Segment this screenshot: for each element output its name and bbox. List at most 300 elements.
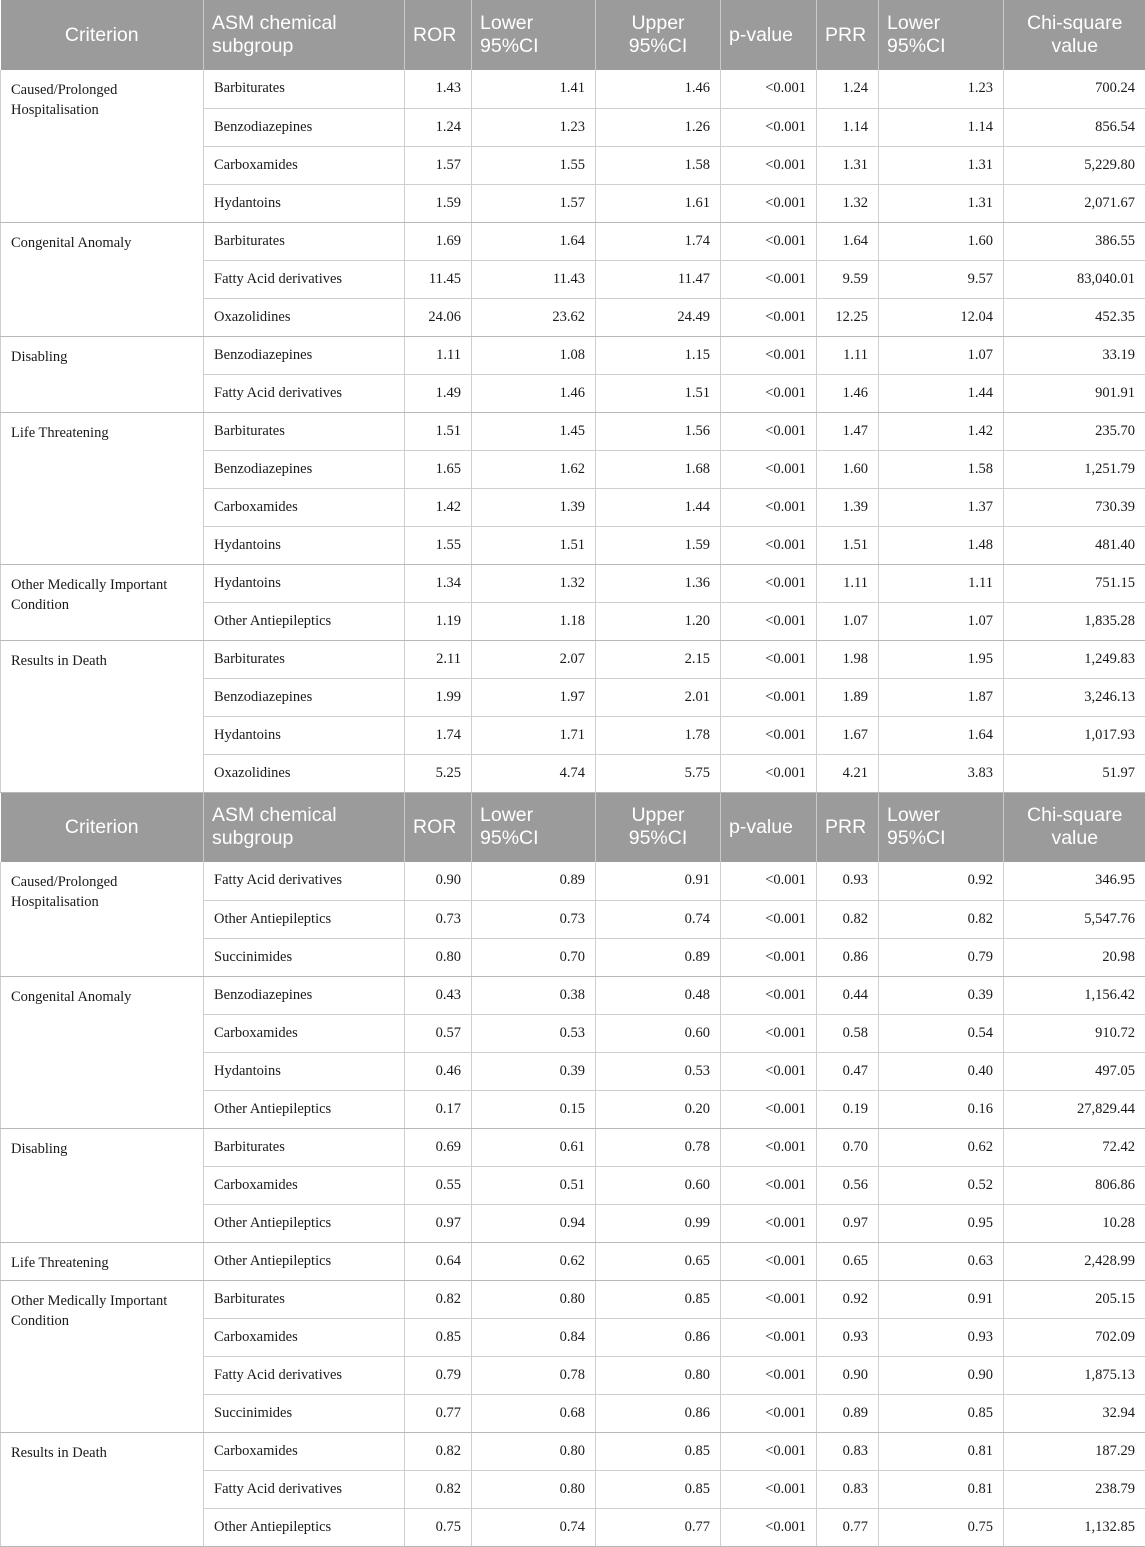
chi-square-cell: 10.28	[1004, 1204, 1145, 1242]
p-value-cell: <0.001	[721, 1432, 817, 1470]
subgroup-cell: Oxazolidines	[204, 754, 405, 792]
lower-ci-cell: 1.08	[472, 336, 596, 374]
prr-cell: 1.11	[817, 336, 879, 374]
p-value-cell: <0.001	[721, 862, 817, 900]
prr-cell: 1.24	[817, 70, 879, 108]
upper-ci-cell: 1.20	[596, 602, 721, 640]
criterion-cell: Results in Death	[1, 1432, 204, 1546]
chi-square-cell: 856.54	[1004, 108, 1145, 146]
prr-lower-ci-cell: 1.44	[879, 374, 1004, 412]
ror-cell: 0.73	[405, 900, 472, 938]
prr-lower-ci-cell: 12.04	[879, 298, 1004, 336]
subgroup-cell: Oxazolidines	[204, 298, 405, 336]
subgroup-cell: Fatty Acid derivatives	[204, 1470, 405, 1508]
subgroup-cell: Other Antiepileptics	[204, 900, 405, 938]
lower-ci-cell: 1.64	[472, 222, 596, 260]
upper-ci-cell: 0.77	[596, 1508, 721, 1546]
lower-ci-cell: 0.89	[472, 862, 596, 900]
chi-square-cell: 51.97	[1004, 754, 1145, 792]
prr-cell: 1.60	[817, 450, 879, 488]
prr-cell: 0.83	[817, 1432, 879, 1470]
prr-lower-ci-cell: 0.63	[879, 1242, 1004, 1280]
chi-square-cell: 806.86	[1004, 1166, 1145, 1204]
p-value-cell: <0.001	[721, 298, 817, 336]
upper-ci-cell: 2.15	[596, 640, 721, 678]
p-value-cell: <0.001	[721, 976, 817, 1014]
upper-ci-cell: 1.15	[596, 336, 721, 374]
table-row	[1, 640, 1145, 678]
chi-square-cell: 1,251.79	[1004, 450, 1145, 488]
subgroup-cell: Other Antiepileptics	[204, 1508, 405, 1546]
chi-square-header: Chi-square value	[1004, 0, 1145, 70]
upper-ci-cell: 0.20	[596, 1090, 721, 1128]
chi-square-cell: 702.09	[1004, 1318, 1145, 1356]
lower-ci-cell: 0.80	[472, 1470, 596, 1508]
prr-cell: 1.14	[817, 108, 879, 146]
ror-cell: 2.11	[405, 640, 472, 678]
upper-ci-cell: 0.53	[596, 1052, 721, 1090]
upper-ci-cell: 1.26	[596, 108, 721, 146]
lower-ci-cell: 0.15	[472, 1090, 596, 1128]
subgroup-cell: Barbiturates	[204, 222, 405, 260]
subgroup-cell: Fatty Acid derivatives	[204, 260, 405, 298]
ror-cell: 1.34	[405, 564, 472, 602]
prr-cell: 1.51	[817, 526, 879, 564]
prr-cell: 0.92	[817, 1280, 879, 1318]
lower-ci-header: Lower 95%CI	[472, 0, 596, 70]
lower-ci-cell: 1.41	[472, 70, 596, 108]
lower-ci-cell: 1.51	[472, 526, 596, 564]
prr-lower-ci-cell: 1.58	[879, 450, 1004, 488]
prr-cell: 1.39	[817, 488, 879, 526]
lower-ci-cell: 0.51	[472, 1166, 596, 1204]
prr-cell: 1.98	[817, 640, 879, 678]
upper-ci-cell: 0.48	[596, 976, 721, 1014]
chi-square-cell: 901.91	[1004, 374, 1145, 412]
lower-ci-cell: 0.68	[472, 1394, 596, 1432]
prr-cell: 0.89	[817, 1394, 879, 1432]
ror-cell: 1.42	[405, 488, 472, 526]
ror-cell: 0.97	[405, 1204, 472, 1242]
ror-cell: 1.59	[405, 184, 472, 222]
ror-cell: 0.82	[405, 1280, 472, 1318]
prr-lower-ci-cell: 0.81	[879, 1432, 1004, 1470]
prr-cell: 0.19	[817, 1090, 879, 1128]
chi-square-cell: 2,071.67	[1004, 184, 1145, 222]
upper-ci-cell: 2.01	[596, 678, 721, 716]
p-value-cell: <0.001	[721, 222, 817, 260]
lower-ci-cell: 1.39	[472, 488, 596, 526]
prr-lower-ci-cell: 1.11	[879, 564, 1004, 602]
ror-header: ROR	[405, 792, 472, 862]
criterion-cell: Disabling	[1, 1128, 204, 1242]
subgroup-cell: Fatty Acid derivatives	[204, 374, 405, 412]
upper-ci-cell: 0.99	[596, 1204, 721, 1242]
table-row	[1, 336, 1145, 374]
prr-cell: 1.47	[817, 412, 879, 450]
prr-lower-ci-cell: 0.62	[879, 1128, 1004, 1166]
ror-cell: 1.51	[405, 412, 472, 450]
chi-square-cell: 386.55	[1004, 222, 1145, 260]
subgroup-cell: Hydantoins	[204, 184, 405, 222]
upper-ci-header: Upper 95%CI	[596, 792, 721, 862]
p-value-cell: <0.001	[721, 564, 817, 602]
lower-ci-cell: 1.32	[472, 564, 596, 602]
ror-cell: 24.06	[405, 298, 472, 336]
upper-ci-cell: 0.86	[596, 1394, 721, 1432]
prr-lower-ci-cell: 0.81	[879, 1470, 1004, 1508]
chi-square-cell: 83,040.01	[1004, 260, 1145, 298]
header-row	[1, 0, 1145, 70]
prr-cell: 0.86	[817, 938, 879, 976]
ror-cell: 0.69	[405, 1128, 472, 1166]
lower-ci-cell: 1.97	[472, 678, 596, 716]
prr-cell: 0.47	[817, 1052, 879, 1090]
p-value-cell: <0.001	[721, 526, 817, 564]
prr-lower-ci-cell: 1.31	[879, 184, 1004, 222]
ror-cell: 1.43	[405, 70, 472, 108]
upper-ci-cell: 1.44	[596, 488, 721, 526]
prr-lower-ci-cell: 1.95	[879, 640, 1004, 678]
chi-square-cell: 1,249.83	[1004, 640, 1145, 678]
chi-square-cell: 1,156.42	[1004, 976, 1145, 1014]
prr-lower-ci-cell: 0.85	[879, 1394, 1004, 1432]
subgroup-cell: Other Antiepileptics	[204, 1090, 405, 1128]
prr-lower-ci-cell: 0.39	[879, 976, 1004, 1014]
subgroup-cell: Hydantoins	[204, 526, 405, 564]
lower-ci-cell: 0.61	[472, 1128, 596, 1166]
subgroup-header: ASM chemical subgroup	[204, 0, 405, 70]
prr-cell: 0.83	[817, 1470, 879, 1508]
ror-cell: 0.82	[405, 1470, 472, 1508]
prr-lower-ci-cell: 0.54	[879, 1014, 1004, 1052]
prr-lower-ci-cell: 0.82	[879, 900, 1004, 938]
subgroup-cell: Benzodiazepines	[204, 678, 405, 716]
p-value-cell: <0.001	[721, 1052, 817, 1090]
table-row	[1, 70, 1145, 108]
p-value-cell: <0.001	[721, 1128, 817, 1166]
upper-ci-cell: 1.68	[596, 450, 721, 488]
p-value-cell: <0.001	[721, 754, 817, 792]
prr-lower-ci-cell: 1.60	[879, 222, 1004, 260]
criterion-header: Criterion	[1, 0, 204, 70]
subgroup-cell: Fatty Acid derivatives	[204, 1356, 405, 1394]
ror-cell: 11.45	[405, 260, 472, 298]
chi-square-cell: 730.39	[1004, 488, 1145, 526]
ror-cell: 0.85	[405, 1318, 472, 1356]
upper-ci-cell: 0.80	[596, 1356, 721, 1394]
upper-ci-cell: 0.78	[596, 1128, 721, 1166]
lower-ci-cell: 1.18	[472, 602, 596, 640]
prr-lower-ci-cell: 0.75	[879, 1508, 1004, 1546]
prr-lower-ci-cell: 1.48	[879, 526, 1004, 564]
ror-cell: 0.55	[405, 1166, 472, 1204]
p-value-cell: <0.001	[721, 1090, 817, 1128]
chi-square-cell: 20.98	[1004, 938, 1145, 976]
lower-ci-cell: 2.07	[472, 640, 596, 678]
prr-lower-ci-cell: 0.91	[879, 1280, 1004, 1318]
lower-ci-cell: 0.70	[472, 938, 596, 976]
prr-cell: 0.93	[817, 862, 879, 900]
table-row	[1, 222, 1145, 260]
chi-square-cell: 452.35	[1004, 298, 1145, 336]
table-row	[1, 862, 1145, 900]
table-row	[1, 1128, 1145, 1166]
subgroup-cell: Hydantoins	[204, 1052, 405, 1090]
p-value-cell: <0.001	[721, 716, 817, 754]
p-value-cell: <0.001	[721, 1280, 817, 1318]
subgroup-cell: Other Antiepileptics	[204, 602, 405, 640]
prr-cell: 0.65	[817, 1242, 879, 1280]
upper-ci-header: Upper 95%CI	[596, 0, 721, 70]
ror-cell: 0.43	[405, 976, 472, 1014]
ror-cell: 1.24	[405, 108, 472, 146]
chi-square-cell: 751.15	[1004, 564, 1145, 602]
upper-ci-cell: 1.58	[596, 146, 721, 184]
subgroup-cell: Carboxamides	[204, 1432, 405, 1470]
upper-ci-cell: 1.56	[596, 412, 721, 450]
ror-cell: 1.55	[405, 526, 472, 564]
p-value-cell: <0.001	[721, 374, 817, 412]
subgroup-header: ASM chemical subgroup	[204, 792, 405, 862]
prr-cell: 1.46	[817, 374, 879, 412]
prr-lower-ci-cell: 9.57	[879, 260, 1004, 298]
prr-cell: 1.07	[817, 602, 879, 640]
upper-ci-cell: 1.36	[596, 564, 721, 602]
p-value-cell: <0.001	[721, 678, 817, 716]
upper-ci-cell: 1.78	[596, 716, 721, 754]
chi-square-cell: 1,132.85	[1004, 1508, 1145, 1546]
criterion-cell: Congenital Anomaly	[1, 976, 204, 1128]
subgroup-cell: Succinimides	[204, 1394, 405, 1432]
prr-cell: 1.32	[817, 184, 879, 222]
prr-lower-ci-cell: 3.83	[879, 754, 1004, 792]
lower-ci-cell: 0.39	[472, 1052, 596, 1090]
lower-ci-cell: 0.73	[472, 900, 596, 938]
prr-cell: 1.67	[817, 716, 879, 754]
chi-square-cell: 32.94	[1004, 1394, 1145, 1432]
ror-cell: 0.75	[405, 1508, 472, 1546]
prr-cell: 0.82	[817, 900, 879, 938]
p-value-cell: <0.001	[721, 1508, 817, 1546]
subgroup-cell: Barbiturates	[204, 640, 405, 678]
prr-cell: 4.21	[817, 754, 879, 792]
p-value-cell: <0.001	[721, 938, 817, 976]
lower-ci-cell: 1.45	[472, 412, 596, 450]
ror-cell: 0.80	[405, 938, 472, 976]
ror-cell: 1.99	[405, 678, 472, 716]
table-row	[1, 1242, 1145, 1280]
upper-ci-cell: 0.89	[596, 938, 721, 976]
ror-cell: 0.46	[405, 1052, 472, 1090]
lower-ci-cell: 1.55	[472, 146, 596, 184]
p-value-cell: <0.001	[721, 1242, 817, 1280]
chi-square-cell: 2,428.99	[1004, 1242, 1145, 1280]
subgroup-cell: Carboxamides	[204, 1014, 405, 1052]
subgroup-cell: Benzodiazepines	[204, 976, 405, 1014]
lower-ci-cell: 1.46	[472, 374, 596, 412]
subgroup-cell: Other Antiepileptics	[204, 1204, 405, 1242]
criterion-cell: Caused/Prolonged Hospitalisation	[1, 862, 204, 976]
subgroup-cell: Carboxamides	[204, 1318, 405, 1356]
subgroup-cell: Other Antiepileptics	[204, 1242, 405, 1280]
ror-cell: 1.74	[405, 716, 472, 754]
prr-lower-ci-header: Lower 95%CI	[879, 792, 1004, 862]
upper-ci-cell: 1.74	[596, 222, 721, 260]
ror-cell: 0.90	[405, 862, 472, 900]
prr-lower-ci-cell: 0.90	[879, 1356, 1004, 1394]
chi-square-cell: 72.42	[1004, 1128, 1145, 1166]
subgroup-cell: Benzodiazepines	[204, 450, 405, 488]
prr-cell: 0.56	[817, 1166, 879, 1204]
p-value-cell: <0.001	[721, 1356, 817, 1394]
prr-lower-ci-cell: 1.14	[879, 108, 1004, 146]
ror-cell: 0.64	[405, 1242, 472, 1280]
lower-ci-cell: 0.74	[472, 1508, 596, 1546]
upper-ci-cell: 0.85	[596, 1280, 721, 1318]
lower-ci-cell: 11.43	[472, 260, 596, 298]
subgroup-cell: Hydantoins	[204, 716, 405, 754]
ror-cell: 0.17	[405, 1090, 472, 1128]
p-value-cell: <0.001	[721, 184, 817, 222]
upper-ci-cell: 1.51	[596, 374, 721, 412]
lower-ci-cell: 1.57	[472, 184, 596, 222]
ror-cell: 1.19	[405, 602, 472, 640]
lower-ci-cell: 0.38	[472, 976, 596, 1014]
upper-ci-cell: 0.85	[596, 1470, 721, 1508]
subgroup-cell: Hydantoins	[204, 564, 405, 602]
prr-cell: 0.77	[817, 1508, 879, 1546]
prr-header: PRR	[817, 792, 879, 862]
chi-square-cell: 497.05	[1004, 1052, 1145, 1090]
chi-square-cell: 700.24	[1004, 70, 1145, 108]
chi-square-cell: 205.15	[1004, 1280, 1145, 1318]
lower-ci-cell: 0.84	[472, 1318, 596, 1356]
criterion-cell: Congenital Anomaly	[1, 222, 204, 336]
lower-ci-cell: 0.53	[472, 1014, 596, 1052]
upper-ci-cell: 1.61	[596, 184, 721, 222]
upper-ci-cell: 0.91	[596, 862, 721, 900]
chi-square-cell: 346.95	[1004, 862, 1145, 900]
chi-square-header: Chi-square value	[1004, 792, 1145, 862]
criterion-cell: Caused/Prolonged Hospitalisation	[1, 70, 204, 222]
upper-ci-cell: 0.74	[596, 900, 721, 938]
prr-lower-ci-cell: 1.37	[879, 488, 1004, 526]
chi-square-cell: 910.72	[1004, 1014, 1145, 1052]
criterion-cell: Other Medically Important Condition	[1, 564, 204, 640]
prr-lower-ci-cell: 0.79	[879, 938, 1004, 976]
prr-cell: 1.31	[817, 146, 879, 184]
p-value-cell: <0.001	[721, 488, 817, 526]
lower-ci-cell: 4.74	[472, 754, 596, 792]
p-value-cell: <0.001	[721, 146, 817, 184]
chi-square-cell: 187.29	[1004, 1432, 1145, 1470]
header-row	[1, 792, 1145, 862]
p-value-cell: <0.001	[721, 1470, 817, 1508]
prr-cell: 0.44	[817, 976, 879, 1014]
chi-square-cell: 5,229.80	[1004, 146, 1145, 184]
upper-ci-cell: 24.49	[596, 298, 721, 336]
chi-square-cell: 1,017.93	[1004, 716, 1145, 754]
criterion-cell: Life Threatening	[1, 1242, 204, 1280]
subgroup-cell: Barbiturates	[204, 1128, 405, 1166]
prr-lower-ci-cell: 1.87	[879, 678, 1004, 716]
criterion-cell: Results in Death	[1, 640, 204, 792]
prr-cell: 0.70	[817, 1128, 879, 1166]
subgroup-cell: Succinimides	[204, 938, 405, 976]
lower-ci-cell: 0.94	[472, 1204, 596, 1242]
ror-header: ROR	[405, 0, 472, 70]
prr-header: PRR	[817, 0, 879, 70]
criterion-cell: Disabling	[1, 336, 204, 412]
prr-lower-ci-cell: 1.07	[879, 336, 1004, 374]
subgroup-cell: Barbiturates	[204, 1280, 405, 1318]
p-value-header: p-value	[721, 792, 817, 862]
prr-lower-ci-cell: 1.07	[879, 602, 1004, 640]
upper-ci-cell: 0.60	[596, 1166, 721, 1204]
lower-ci-cell: 1.62	[472, 450, 596, 488]
ror-cell: 1.65	[405, 450, 472, 488]
chi-square-cell: 27,829.44	[1004, 1090, 1145, 1128]
prr-lower-ci-cell: 0.92	[879, 862, 1004, 900]
table-row	[1, 412, 1145, 450]
ror-cell: 1.49	[405, 374, 472, 412]
lower-ci-cell: 23.62	[472, 298, 596, 336]
chi-square-cell: 3,246.13	[1004, 678, 1145, 716]
prr-lower-ci-cell: 0.52	[879, 1166, 1004, 1204]
p-value-cell: <0.001	[721, 450, 817, 488]
subgroup-cell: Barbiturates	[204, 412, 405, 450]
prr-lower-ci-cell: 0.40	[879, 1052, 1004, 1090]
table-row	[1, 1280, 1145, 1318]
lower-ci-cell: 0.78	[472, 1356, 596, 1394]
table-body	[1, 0, 1145, 1546]
prr-lower-ci-cell: 1.42	[879, 412, 1004, 450]
ror-cell: 1.69	[405, 222, 472, 260]
table-row	[1, 976, 1145, 1014]
p-value-cell: <0.001	[721, 108, 817, 146]
lower-ci-header: Lower 95%CI	[472, 792, 596, 862]
p-value-cell: <0.001	[721, 412, 817, 450]
chi-square-cell: 33.19	[1004, 336, 1145, 374]
subgroup-cell: Carboxamides	[204, 1166, 405, 1204]
chi-square-cell: 1,875.13	[1004, 1356, 1145, 1394]
subgroup-cell: Carboxamides	[204, 146, 405, 184]
p-value-cell: <0.001	[721, 1394, 817, 1432]
ror-cell: 0.82	[405, 1432, 472, 1470]
upper-ci-cell: 11.47	[596, 260, 721, 298]
p-value-cell: <0.001	[721, 260, 817, 298]
upper-ci-cell: 0.85	[596, 1432, 721, 1470]
lower-ci-cell: 0.62	[472, 1242, 596, 1280]
criterion-header: Criterion	[1, 792, 204, 862]
upper-ci-cell: 0.86	[596, 1318, 721, 1356]
subgroup-cell: Benzodiazepines	[204, 336, 405, 374]
p-value-cell: <0.001	[721, 1014, 817, 1052]
subgroup-cell: Benzodiazepines	[204, 108, 405, 146]
prr-lower-ci-header: Lower 95%CI	[879, 0, 1004, 70]
ror-cell: 0.57	[405, 1014, 472, 1052]
ror-cell: 0.77	[405, 1394, 472, 1432]
prr-cell: 1.11	[817, 564, 879, 602]
prr-cell: 0.93	[817, 1318, 879, 1356]
prr-lower-ci-cell: 0.93	[879, 1318, 1004, 1356]
prr-lower-ci-cell: 0.16	[879, 1090, 1004, 1128]
criterion-cell: Life Threatening	[1, 412, 204, 564]
prr-lower-ci-cell: 1.64	[879, 716, 1004, 754]
table-row	[1, 1432, 1145, 1470]
lower-ci-cell: 0.80	[472, 1280, 596, 1318]
